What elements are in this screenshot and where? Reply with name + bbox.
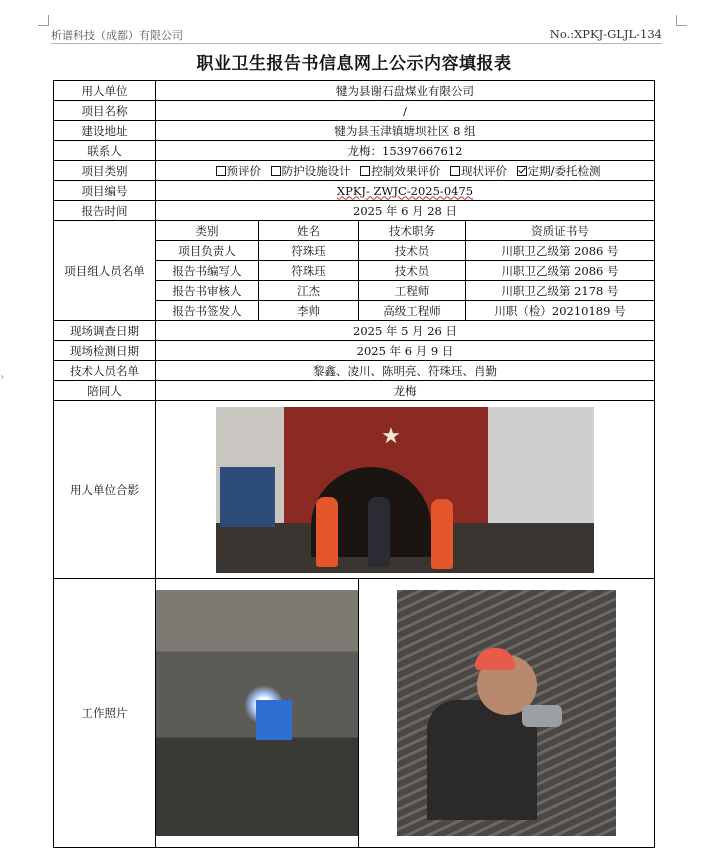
worker-figure <box>368 497 390 567</box>
header-divider <box>51 43 662 44</box>
row-report-time <box>54 201 655 221</box>
checked-checkbox-icon[interactable] <box>517 166 527 176</box>
document-number: No.:XPKJ-GLJL-134 <box>549 27 662 41</box>
worker-figure <box>431 499 453 569</box>
technicians-label: 技术人员名单 <box>54 361 156 381</box>
address-label: 建设地址 <box>54 121 156 141</box>
row-contact <box>54 141 655 161</box>
crop-mark-right <box>676 15 687 26</box>
companion-label: 陪同人 <box>54 381 156 401</box>
star-emblem-icon: ★ <box>381 423 401 449</box>
member-role: 报告书签发人 <box>156 301 259 321</box>
companion-value: 龙梅 <box>156 381 655 401</box>
worker-figure <box>316 497 338 567</box>
member-name: 江杰 <box>259 281 359 301</box>
page-title: 职业卫生报告书信息网上公示内容填报表 <box>196 54 512 74</box>
checkbox-icon[interactable] <box>271 166 281 176</box>
report-time-value: 2025 年 6 月 28 日 <box>156 201 655 221</box>
member-name: 符珠珏 <box>259 241 359 261</box>
member-name: 李帅 <box>259 301 359 321</box>
contact-label: 联系人 <box>54 141 156 161</box>
checkbox-icon[interactable] <box>216 166 226 176</box>
row-test-date <box>54 341 655 361</box>
report-time-label: 报告时间 <box>54 201 156 221</box>
project-no-label: 项目编号 <box>54 181 156 201</box>
worker-cap <box>475 648 515 670</box>
contact-value: 龙梅：15397667612 <box>156 141 655 161</box>
employer-value: 犍为县谢石盘煤业有限公司 <box>156 81 655 101</box>
grinder-tool <box>522 705 562 727</box>
option-periodic-testing: 定期/委托检测 <box>527 163 601 178</box>
group-photo-cell <box>156 401 655 579</box>
row-companion <box>54 381 655 401</box>
option-protection-design: 防护设施设计 <box>281 163 351 178</box>
employer-label: 用人单位 <box>54 81 156 101</box>
team-header-title: 技术职务 <box>359 221 466 241</box>
crop-mark-left <box>38 15 49 26</box>
company-header: 析谱科技（成都）有限公司 <box>51 29 183 42</box>
member-title: 技术员 <box>359 261 466 281</box>
member-role: 项目负责人 <box>156 241 259 261</box>
info-form-table <box>53 80 655 848</box>
group-photo <box>216 407 594 573</box>
member-role: 报告书编写人 <box>156 261 259 281</box>
project-no-value <box>156 181 655 201</box>
category-options <box>156 161 655 181</box>
work-photo-right-cell <box>359 579 655 848</box>
row-employer <box>54 81 655 101</box>
project-name-value: / <box>156 101 655 121</box>
welding-photo <box>156 590 359 836</box>
row-project-name <box>54 101 655 121</box>
row-address <box>54 121 655 141</box>
project-no-text: XPKJ- ZWJC-2025-0475 <box>336 183 474 198</box>
survey-date-label: 现场调查日期 <box>54 321 156 341</box>
team-header-row <box>54 221 655 241</box>
option-control-effect: 控制效果评价 <box>371 163 441 178</box>
option-status-assessment: 现状评价 <box>460 163 507 178</box>
worker-body <box>427 700 537 820</box>
row-technicians <box>54 361 655 381</box>
work-photo-left-cell <box>156 579 359 848</box>
team-label: 项目组人员名单 <box>54 221 156 321</box>
address-value: 犍为县玉津镇塘坝社区 8 组 <box>156 121 655 141</box>
member-role: 报告书审核人 <box>156 281 259 301</box>
row-survey-date <box>54 321 655 341</box>
technicians-value: 黎鑫、凌川、陈明亮、符珠珏、肖勤 <box>156 361 655 381</box>
survey-date-value: 2025 年 5 月 26 日 <box>156 321 655 341</box>
notice-board <box>220 467 275 527</box>
project-name-label: 项目名称 <box>54 101 156 121</box>
team-header-name: 姓名 <box>259 221 359 241</box>
grinding-photo <box>397 590 616 836</box>
member-title: 工程师 <box>359 281 466 301</box>
checkbox-icon[interactable] <box>360 166 370 176</box>
test-date-value: 2025 年 6 月 9 日 <box>156 341 655 361</box>
member-cert: 川职（检）20210189 号 <box>466 301 655 321</box>
member-title: 高级工程师 <box>359 301 466 321</box>
checkbox-icon[interactable] <box>450 166 460 176</box>
row-group-photo <box>54 401 655 579</box>
row-work-photos <box>54 579 655 848</box>
chevron-right-icon[interactable]: › <box>0 372 4 383</box>
category-label: 项目类别 <box>54 161 156 181</box>
member-title: 技术员 <box>359 241 466 261</box>
welding-machine <box>256 700 292 740</box>
team-header-category: 类别 <box>156 221 259 241</box>
team-header-cert: 资质证书号 <box>466 221 655 241</box>
member-name: 符珠珏 <box>259 261 359 281</box>
group-photo-label: 用人单位合影 <box>54 401 156 579</box>
test-date-label: 现场检测日期 <box>54 341 156 361</box>
member-cert: 川职卫乙级第 2086 号 <box>466 261 655 281</box>
option-pre-assessment: 预评价 <box>226 163 261 178</box>
row-category <box>54 161 655 181</box>
row-project-no <box>54 181 655 201</box>
member-cert: 川职卫乙级第 2086 号 <box>466 241 655 261</box>
member-cert: 川职卫乙级第 2178 号 <box>466 281 655 301</box>
work-photos-label: 工作照片 <box>54 579 156 848</box>
